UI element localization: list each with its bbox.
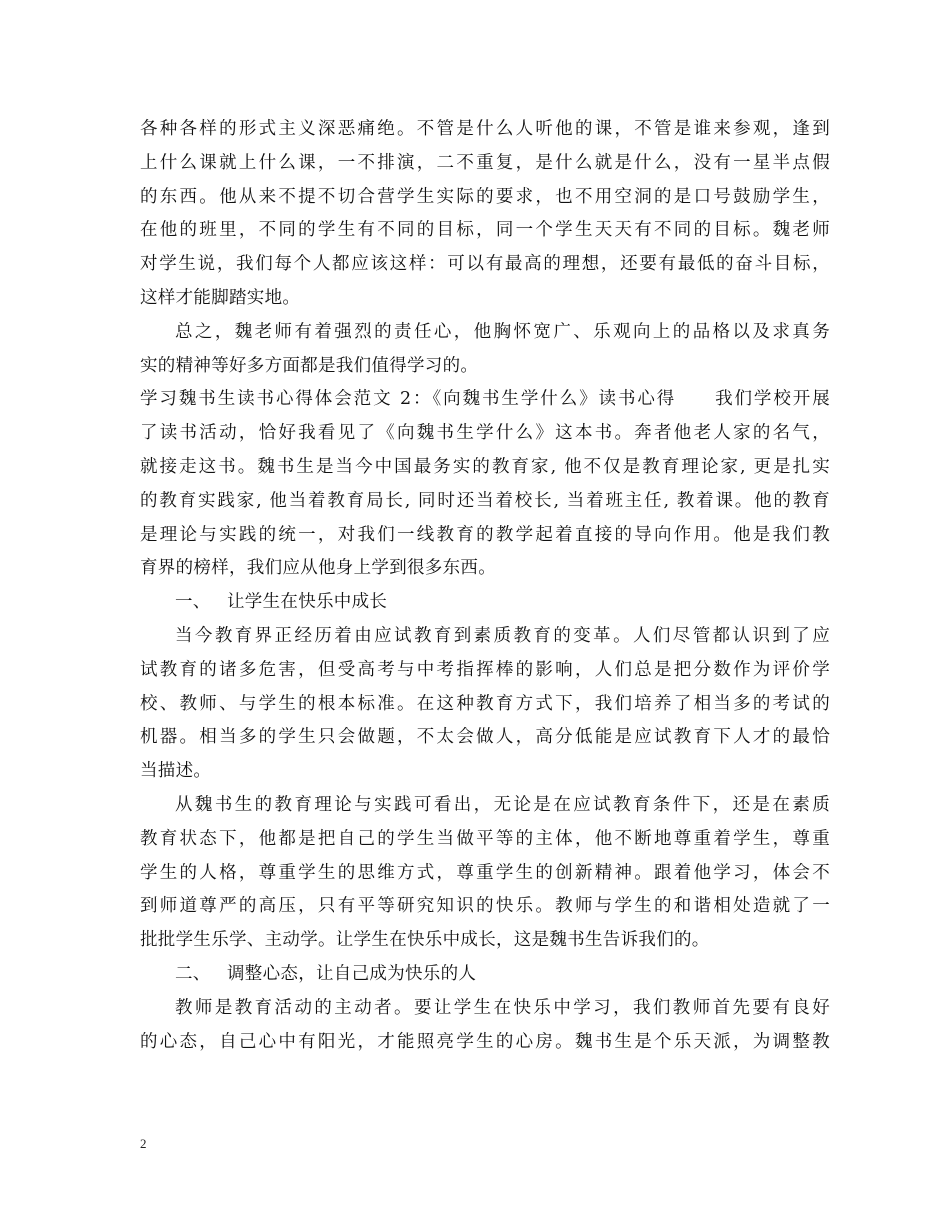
text-line: 到师道尊严的高压，只有平等研究知识的快乐。教师与学生的和谐相处造就了一 (140, 896, 830, 917)
text-line: 就接走这书。魏书生是当今中国最务实的教育家, 他不仅是教育理论家, 更是扎实 (140, 456, 830, 477)
text-line: 当今教育界正经历着由应试教育到素质教育的变革。人们尽管都认识到了应 (175, 625, 830, 646)
text-line: 试教育的诸多危害，但受高考与中考指挥棒的影响，人们总是把分数作为评价学 (140, 659, 830, 680)
text-line: 的心态，自己心中有阳光，才能照亮学生的心房。魏书生是个乐天派，为调整教 (140, 1031, 830, 1052)
text-line: 教师是教育活动的主动者。要让学生在快乐中学习，我们教师首先要有良好 (175, 997, 830, 1018)
section-title: 调整心态，让自己成为快乐的人 (227, 963, 477, 984)
text-line: 上什么课就上什么课，一不排演，二不重复，是什么就是什么，没有一星半点假 (140, 152, 830, 173)
text-line: 了读书活动，恰好我看见了《向魏书生学什么》这本书。奔者他老人家的名气， (140, 423, 830, 444)
text-line: 各种各样的形式主义深恶痛绝。不管是什么人听他的课，不管是谁来参观，逢到 (140, 119, 830, 139)
text-line: 育界的榜样，我们应从他身上学到很多东西。 (140, 558, 496, 579)
section-heading (140, 958, 830, 992)
text-line: 的教育实践家, 他当着教育局长, 同时还当着校长, 当着班主任, 教着课。他的教育 (140, 490, 830, 511)
text-line: 学生的人格，尊重学生的思维方式，尊重学生的创新精神。跟着他学习，体会不 (140, 862, 830, 883)
section-number: 二、 (175, 963, 211, 984)
text-line: 是理论与实践的统一，对我们一线教育的教学起着直接的导向作用。他是我们教 (140, 524, 830, 545)
text-line: 对学生说，我们每个人都应该这样：可以有最高的理想，还要有最低的奋斗目标， (140, 254, 830, 275)
document-body (140, 113, 830, 1059)
text-line: 批批学生乐学、主动学。让学生在快乐中成长，这是魏书生告诉我们的。 (140, 930, 710, 951)
text-line: 当描述。 (140, 761, 212, 782)
text-line: 机器。相当多的学生只会做题，不太会做人，高分低能是应试教育下人才的最恰 (140, 727, 830, 748)
text-line: 总之，魏老师有着强烈的责任心，他胸怀宽广、乐观向上的品格以及求真务 (175, 321, 830, 342)
text-line: 校、教师、与学生的根本标准。在这种教育方式下，我们培养了相当多的考试的 (140, 693, 830, 714)
page-number: 2 (140, 1136, 147, 1151)
section-heading (140, 586, 830, 620)
text-line: 实的精神等好多方面都是我们值得学习的。 (140, 355, 479, 376)
text-line: 这样才能脚踏实地。 (140, 287, 301, 308)
text-line: 教育状态下，他都是把自己的学生当做平等的主体，他不断地尊重着学生，尊重 (140, 828, 830, 849)
section-number: 一、 (175, 592, 211, 613)
text-line: 在他的班里，不同的学生有不同的目标，同一个学生天天有不同的目标。魏老师 (140, 220, 830, 241)
text-line: 学习魏书生读书心得体会范文 2：《向魏书生学什么》读书心得 我们学校开展 (140, 389, 830, 410)
text-line: 的东西。他从来不提不切合营学生实际的要求，也不用空洞的是口号鼓励学生， (140, 186, 830, 207)
text-line: 从魏书生的教育理论与实践可看出，无论是在应试教育条件下，还是在素质 (175, 794, 830, 815)
section-title: 让学生在快乐中成长 (227, 592, 388, 613)
